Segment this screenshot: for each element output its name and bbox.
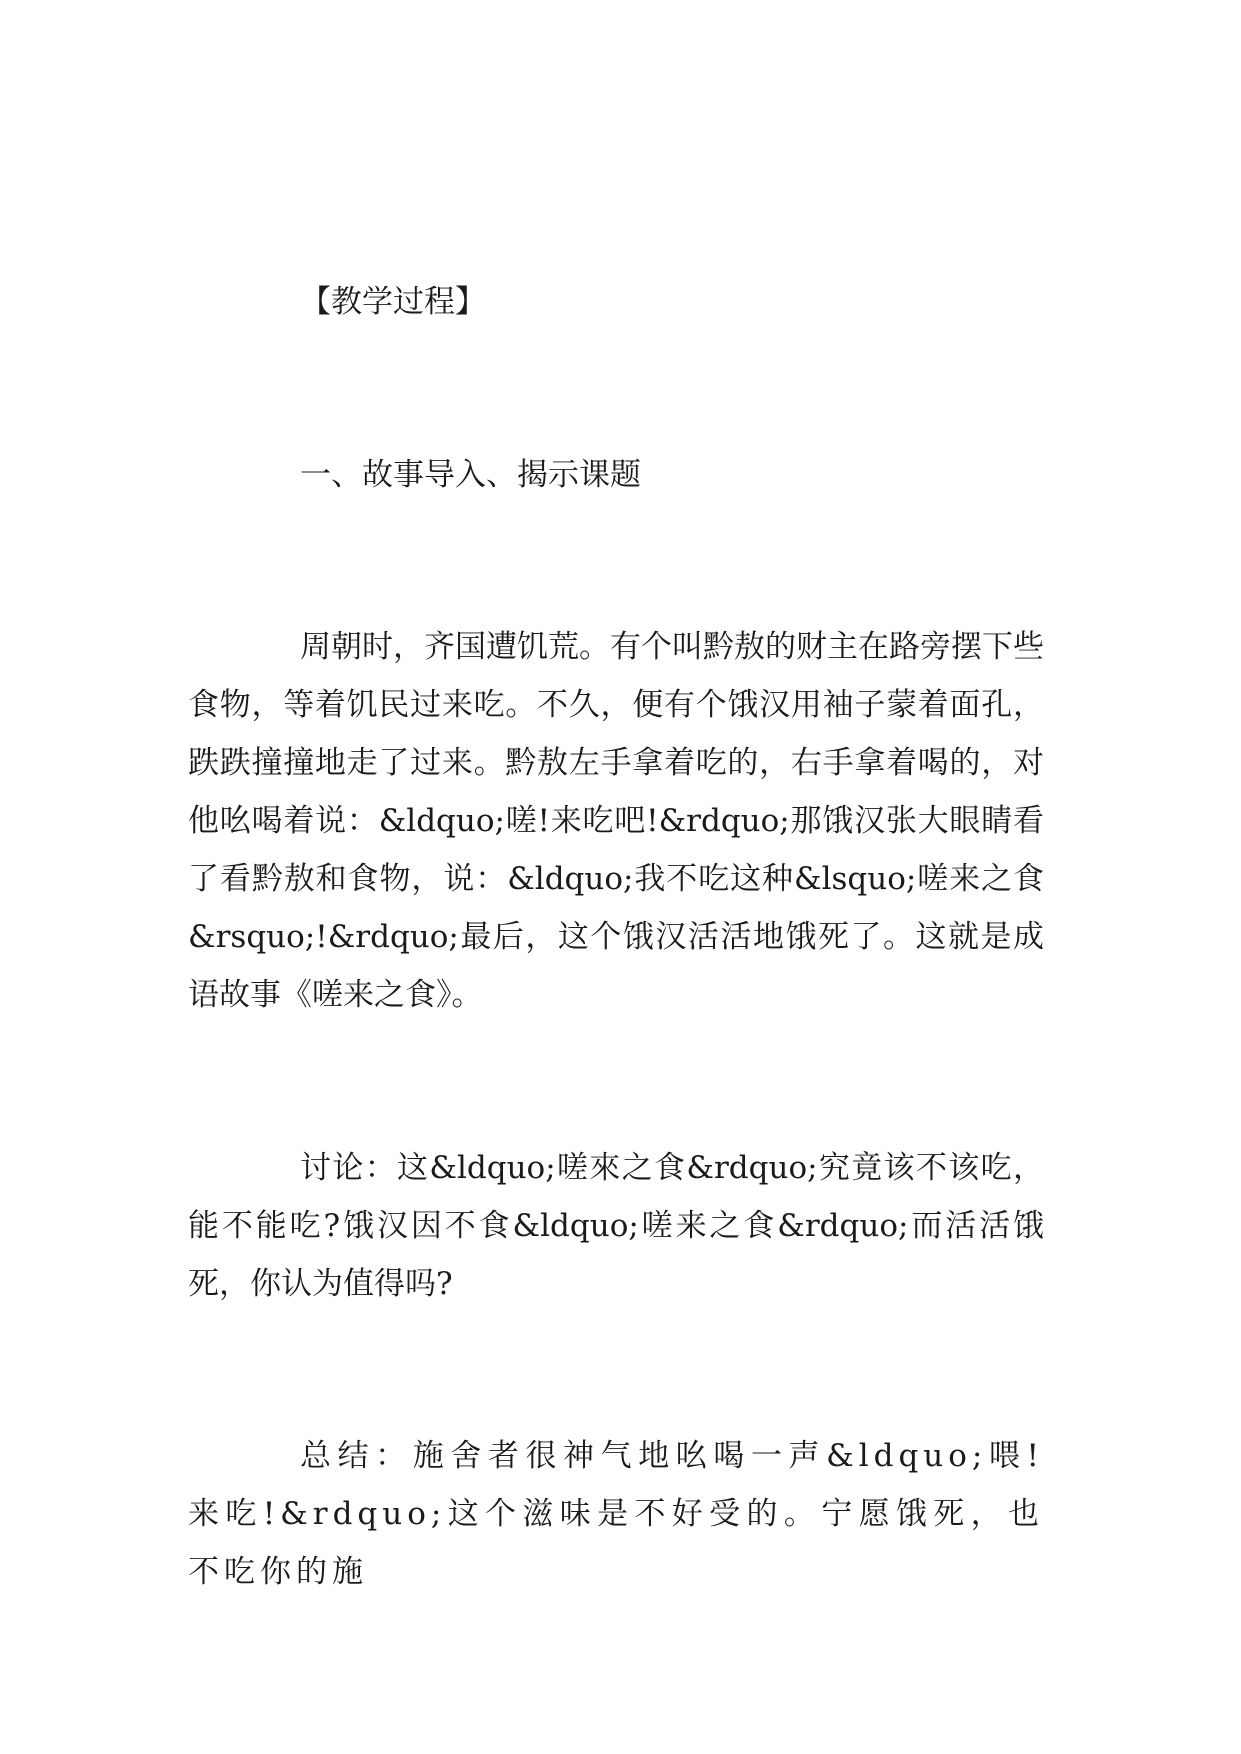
section-title: 【教学过程】 [300, 284, 486, 320]
discussion-paragraph: 讨论：这&ldquo;嗟來之食&rdquo;究竟该不该吃，能不能吃?饿汉因不食&ldquo;嗟来之食&rdquo;而活活饿死，你认为值得吗? [188, 1150, 1044, 1302]
story-paragraph: 周朝时，齐国遭饥荒。有个叫黔敖的财主在路旁摆下些食物，等着饥民过来吃。不久，便有个饿汉用袖子蒙着面孔，跌跌撞撞地走了过来。黔敖左手拿着吃的，右手拿着喝的，对他吆喝着说：&ldquo;嗟!来吃吧!&rdquo;那饿汉张大眼睛看了看黔敖和食物，说：&ldquo;我不吃这种&lsquo;嗟来之食&rsquo;!&rdquo;最后，这个饿汉活活地饿死了。这就是成语故事《嗟来之食》。 [188, 629, 1044, 1013]
subsection-title: 一、故事导入、揭示课题 [300, 457, 641, 493]
summary-paragraph: 总结：施舍者很神气地吆喝一声&ldquo;喂!来吃!&rdquo;这个滋味是不好受的。宁愿饿死，也不吃你的施 [188, 1438, 1044, 1590]
